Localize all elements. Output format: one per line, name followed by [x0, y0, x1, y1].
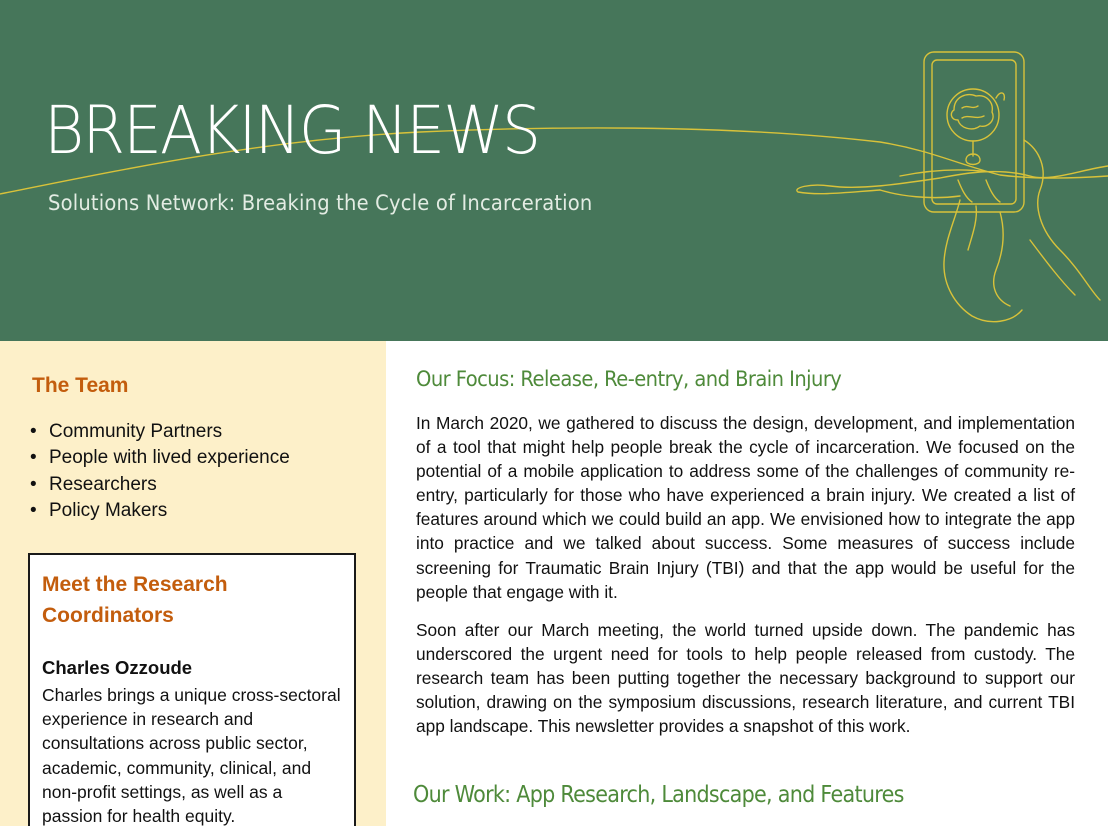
coordinators-box	[28, 553, 356, 826]
hand-holding-phone-with-brain-icon	[0, 0, 1108, 341]
team-member: Community Partners	[49, 421, 223, 442]
bullet-icon: •	[30, 421, 37, 442]
list-item	[30, 445, 290, 471]
bullet-icon: •	[30, 473, 37, 495]
team-member: People with lived experience	[49, 447, 290, 469]
focus-paragraph-1: In March 2020, we gathered to discuss the design, development, and implementation of a tool that might help people break the cycle of incarceration. We focused on the potential of a mobile application to address some of the challenges of community re-entry, particularly for those who have experienced a brain injury. We created a list of features around which we could build an app. We envisioned how to integrate the app into practice and we talked about success. Some measures of success include screening for Traumatic Brain Injury (TBI) and that the app would be useful for the people that engage with it.	[416, 413, 1075, 602]
focus-paragraph-2: Soon after our March meeting, the world turned upside down. The pandemic has underscored the urgent need for tools to help people released from custody. The research team has been putting together the necessary background to support our solution, drawing on the symposium discussions, research literature, and current TBI app landscape. This newsletter provides a snapshot of this work.	[416, 620, 1075, 737]
sidebar	[0, 341, 386, 826]
coordinator-name: Charles Ozzoude	[42, 657, 193, 678]
team-heading: The Team	[32, 374, 129, 397]
focus-heading: Our Focus: Release, Re-entry, and Brain Injury	[416, 367, 842, 391]
page-title: BREAKING NEWS	[44, 92, 540, 169]
page-subtitle: Solutions Network: Breaking the Cycle of Incarceration	[48, 191, 593, 215]
coordinator-bio: Charles brings a unique cross-sectoral experience in research and consultations across public sector, academic, community, clinical, and non-profit settings, as well as a passion for health equity.	[42, 685, 341, 826]
list-item	[30, 472, 290, 498]
bullet-icon: •	[30, 447, 37, 469]
team-list	[30, 419, 290, 524]
list-item	[30, 419, 290, 445]
header-banner	[0, 0, 1108, 341]
team-member: Policy Makers	[49, 499, 168, 521]
list-item	[30, 498, 290, 524]
team-member: Researchers	[49, 473, 157, 495]
coordinators-heading: Meet the Research Coordinators	[42, 573, 228, 627]
bullet-icon: •	[30, 499, 37, 521]
work-heading: Our Work: App Research, Landscape, and Features	[413, 782, 904, 808]
